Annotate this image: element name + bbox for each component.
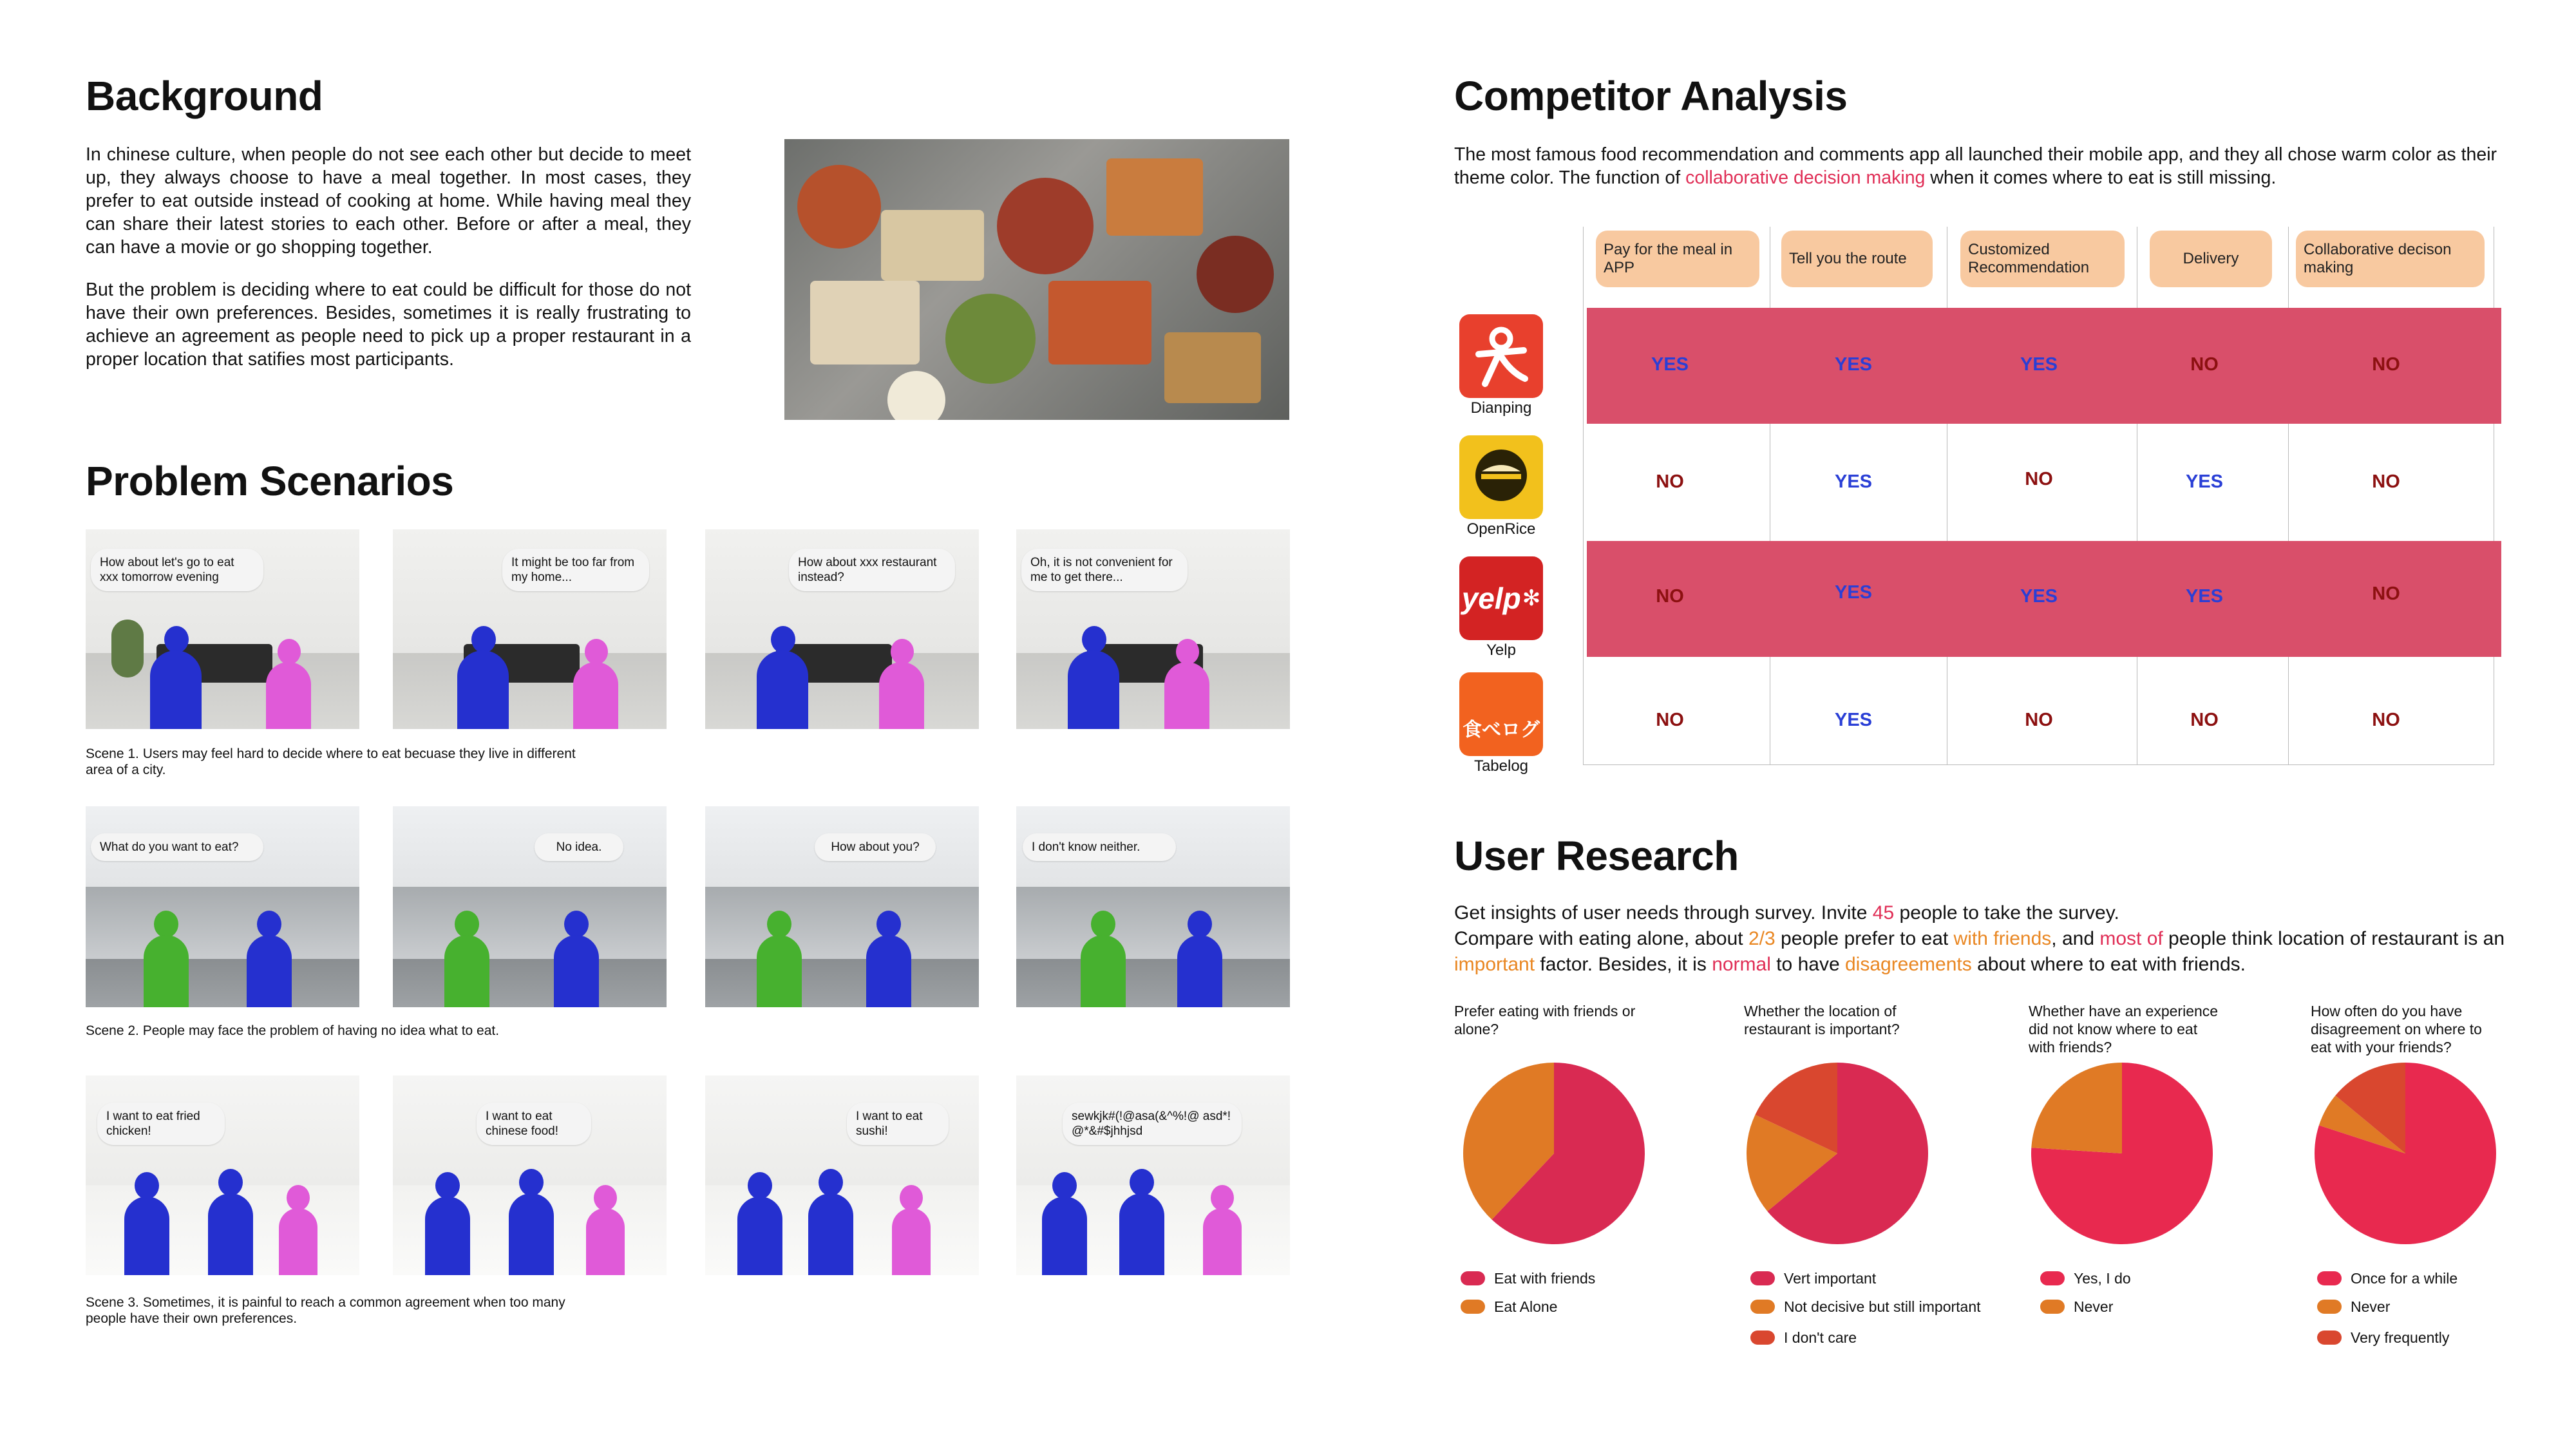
pie2-chart — [1744, 1060, 1931, 1247]
pie1-chart — [1461, 1060, 1647, 1247]
tabelog-logo-text: 食べログ — [1463, 719, 1540, 741]
scene2-bubble-3: How about you? — [815, 833, 936, 861]
openrice-delivery-value: YES — [2185, 471, 2224, 492]
tabelog-collaborative-value: NO — [2372, 710, 2400, 730]
feature-header-collaborative: Collaborative decison making — [2296, 231, 2485, 287]
pie2-legend-0: Vert important — [1750, 1269, 1876, 1288]
pie1-legend-0-swatch — [1461, 1271, 1485, 1285]
pie1-title: Prefer eating with friends or alone? — [1454, 1003, 1636, 1037]
scene2-bubble-1: What do you want to eat? — [91, 833, 263, 861]
food-table-photo — [784, 139, 1289, 420]
pie1-legend-0: Eat with friends — [1461, 1269, 1595, 1288]
scene2-frame-1 — [86, 806, 359, 1007]
pie4-title: How often do you have disagreement on where to eat with your friends? — [2311, 1003, 2482, 1056]
scene2-caption: Scene 2. People may face the problem of having no idea what to eat. — [86, 1023, 500, 1038]
yelp-logo-text: yelp — [1461, 582, 1521, 615]
scene2-frame-4 — [1016, 806, 1290, 1007]
scene1-bubble-1: How about let's go to eat xxx tomorrow evening — [91, 549, 263, 591]
competitor-intro-highlight: collaborative decision making — [1685, 167, 1926, 188]
background-paragraph-2: But the problem is deciding where to eat could be difficult for those do not have their own preferences. Besides, sometimes it is really frustrating to achieve an agreement as people need to pick up a proper restaurant in a proper location that satifies most participants. — [86, 279, 691, 370]
scene1-frame-4 — [1016, 529, 1290, 729]
pie4-legend-0-swatch — [2317, 1271, 2342, 1285]
scene3-caption: Scene 3. Sometimes, it is painful to reach a common agreement when too many people have their own preferences. — [86, 1295, 565, 1326]
scene1-caption: Scene 1. Users may feel hard to decide where to eat becuase they live in different area of a city. — [86, 746, 576, 777]
scene1-frame-1 — [86, 529, 359, 729]
scene3-bubble-2: I want to eat chinese food! — [477, 1103, 591, 1145]
tabelog-label: Tabelog — [1473, 757, 1529, 775]
competitor-analysis-title: Competitor Analysis — [1454, 73, 1848, 119]
dianping-collaborative-value: NO — [2372, 354, 2400, 375]
yelp-logo-icon: yelp ✻ — [1459, 556, 1543, 640]
feature-header-pay: Pay for the meal in APP — [1596, 231, 1759, 287]
openrice-logo-icon — [1459, 435, 1543, 519]
openrice-route-value: YES — [1834, 471, 1873, 492]
pie3-legend-0-swatch — [2040, 1271, 2065, 1285]
pie2-legend-1: Not decisive but still important — [1750, 1297, 1981, 1316]
scene3-bubble-3: I want to eat sushi! — [847, 1103, 949, 1145]
tabelog-pay-value: NO — [1656, 710, 1684, 730]
yelp-recommendation-value: YES — [2020, 586, 2058, 607]
yelp-label: Yelp — [1486, 641, 1516, 659]
problem-scenarios-title: Problem Scenarios — [86, 458, 454, 504]
competitor-intro: The most famous food recommendation and comments app all launched their mobile app, and they all chose warm color as their theme color. The function of collaborative decision making when it comes where to eat is still missing. — [1454, 144, 2497, 188]
scene2-bubble-2: No idea. — [535, 833, 623, 861]
pie1-legend-1-swatch — [1461, 1300, 1485, 1314]
research-line-1: Get insights of user needs through survey. Invite 45 people to take the survey. — [1454, 902, 2119, 923]
pie3-title: Whether have an experience did not know where to eat with friends? — [2029, 1003, 2219, 1056]
openrice-label: OpenRice — [1466, 520, 1536, 538]
research-line-3: important factor. Besides, it is normal to have disagreements about where to eat with friends. — [1454, 954, 2246, 975]
scene1-frame-3 — [705, 529, 979, 729]
pie4-legend-2: Very frequently — [2317, 1328, 2449, 1347]
pie3-slice-1 — [2031, 1063, 2122, 1153]
pie3-legend-0: Yes, I do — [2040, 1269, 2131, 1288]
scene2-frame-3 — [705, 806, 979, 1007]
pie2-legend-2-swatch — [1750, 1331, 1775, 1345]
tabelog-route-value: YES — [1834, 710, 1873, 730]
dianping-pay-value: YES — [1651, 354, 1689, 375]
pie2-legend-0-swatch — [1750, 1271, 1775, 1285]
scene3-frame-1 — [86, 1075, 359, 1275]
scene1-bubble-3: How about xxx restaurant instead? — [789, 549, 955, 591]
scene3-frame-3 — [705, 1075, 979, 1275]
feature-header-route: Tell you the route — [1781, 231, 1933, 287]
dianping-route-value: YES — [1834, 354, 1873, 375]
user-research-title: User Research — [1454, 833, 1739, 879]
dianping-label: Dianping — [1470, 399, 1532, 417]
scene3-frame-2 — [393, 1075, 667, 1275]
pie3-chart — [2029, 1060, 2215, 1247]
openrice-pay-value: NO — [1656, 471, 1684, 492]
tabelog-delivery-value: NO — [2190, 710, 2219, 730]
pie4-legend-0: Once for a while — [2317, 1269, 2458, 1288]
scene3-bubble-4: sewkjk#(!@asa(&^%!@ asd*!@*&#$jhhjsd — [1063, 1103, 1242, 1145]
pie2-title: Whether the location of restaurant is important? — [1744, 1003, 1900, 1037]
background-paragraph-1: In chinese culture, when people do not see each other but decide to meet up, they always choose to have a meal together. In most cases, they prefer to eat outside instead of cooking at home. While having meal they can share their latest stories to each other. Before or after a meal, they can have a movie or go shopping together. — [86, 144, 691, 258]
yelp-route-value: YES — [1834, 582, 1873, 603]
pie2-legend-1-swatch — [1750, 1300, 1775, 1314]
pie4-legend-2-swatch — [2317, 1331, 2342, 1345]
pie2-legend-2: I don't care — [1750, 1328, 1857, 1347]
pie4-legend-1-swatch — [2317, 1300, 2342, 1314]
feature-header-delivery: Delivery — [2150, 231, 2272, 287]
pie4-legend-1: Never — [2317, 1297, 2390, 1316]
tabelog-logo-icon — [1459, 672, 1543, 756]
pie3-legend-1-swatch — [2040, 1300, 2065, 1314]
dianping-logo-icon — [1459, 314, 1543, 398]
scene1-bubble-4: Oh, it is not convenient for me to get there... — [1021, 549, 1188, 591]
openrice-recommendation-value: NO — [2025, 469, 2053, 489]
feature-header-recommendation: Customized Recommendation — [1960, 231, 2125, 287]
scene2-bubble-4: I don't know neither. — [1023, 833, 1176, 861]
yelp-delivery-value: YES — [2185, 586, 2224, 607]
research-line-2: Compare with eating alone, about 2/3 people prefer to eat with friends, and most of people think location of restaurant is an — [1454, 928, 2505, 949]
background-title: Background — [86, 73, 323, 119]
pie3-legend-1: Never — [2040, 1297, 2113, 1316]
dianping-delivery-value: NO — [2190, 354, 2219, 375]
yelp-collaborative-value: NO — [2372, 583, 2400, 604]
scene2-frame-2 — [393, 806, 667, 1007]
scene1-bubble-2: It might be too far from my home... — [502, 549, 649, 591]
dianping-recommendation-value: YES — [2020, 354, 2058, 375]
openrice-collaborative-value: NO — [2372, 471, 2400, 492]
pie1-legend-1: Eat Alone — [1461, 1297, 1557, 1316]
pie4-chart — [2312, 1060, 2499, 1247]
scene3-bubble-1: I want to eat fried chicken! — [97, 1103, 225, 1145]
scene1-frame-2 — [393, 529, 667, 729]
yelp-pay-value: NO — [1656, 586, 1684, 607]
scene3-frame-4 — [1016, 1075, 1290, 1275]
tabelog-recommendation-value: NO — [2025, 710, 2053, 730]
